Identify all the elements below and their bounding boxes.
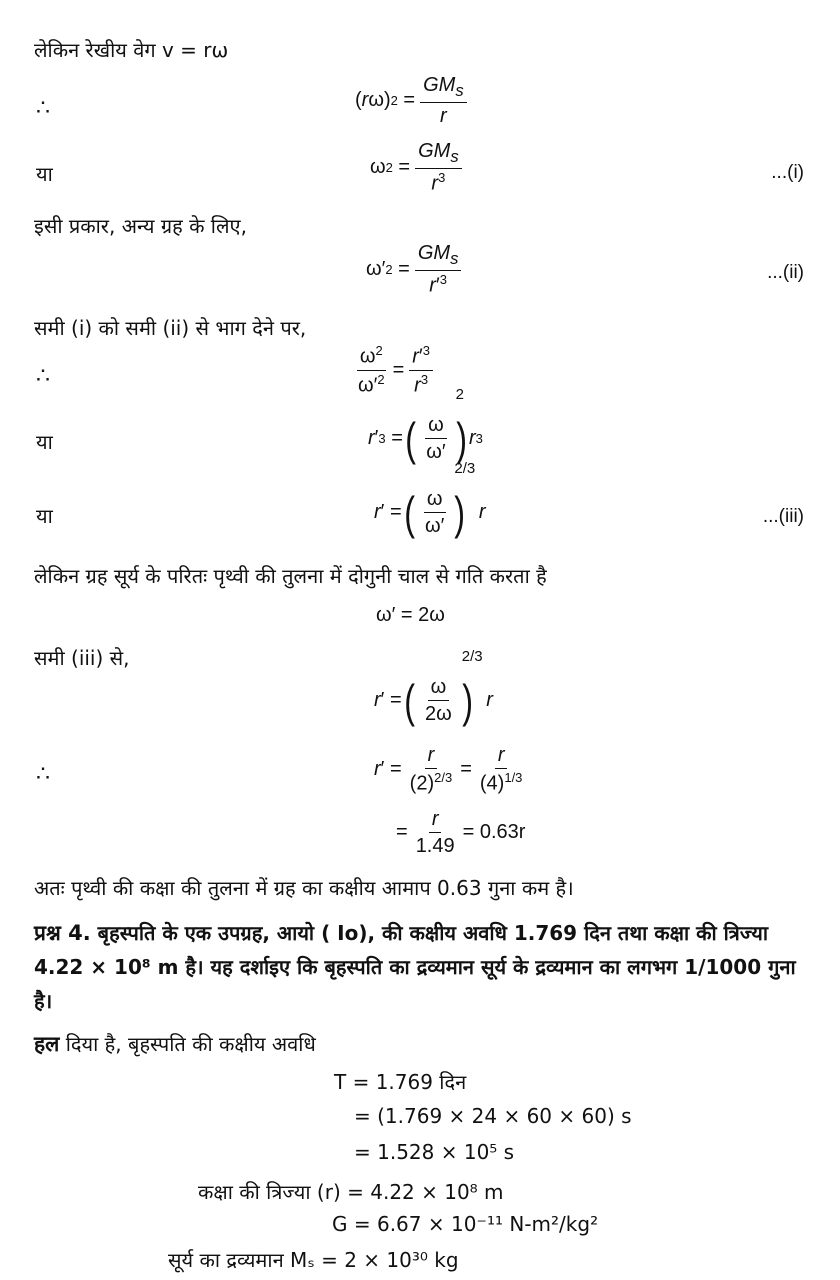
equation-substituted: r ′ = ( $\frac{\omega}{2\omega}$ ) 2/3 r [374,647,493,727]
line-conclusion: अतः पृथ्वी की कक्षा की तुलना में ग्रह का कक्षीय आमाप 0.63 गुना कम है। [34,876,574,900]
therefore-symbol: ∴ [36,364,50,389]
equation-i: ω 2 = $\frac{GM_s}{r^3}$ [370,140,467,195]
equation-ratio: $\frac{\omega^2}{\omega'^2}$ = $\frac{r'^3}{r^3}$ [350,344,438,396]
question-label: प्रश्न 4. [34,921,91,945]
ya-label: या [36,430,53,454]
equation-ii: ω′ 2 = $\frac{GM_s}{r'^3}$ [366,242,466,297]
solution-label: हल [34,1032,60,1056]
orbit-radius: कक्षा की त्रिज्या (r) = 4.22 × 10⁸ m [198,1180,504,1204]
equation-number-ii: ...(ii) [767,262,804,283]
solution-intro-line [34,1030,316,1058]
therefore-symbol: ∴ [36,96,50,121]
equation-result: = $\frac{r}{1.49}$ = 0.63r [396,808,526,857]
solution-intro: दिया है, बृहस्पति की कक्षीय अवधि [65,1032,316,1056]
equation-two-omega: ω′ = 2ω [376,604,445,626]
equation-r-cubed: r ′ 3 = ( $\frac{\omega}{\omega'}$ ) 2 r 3 [368,385,483,465]
question-4 [34,916,814,1018]
line-divide: समी (i) को समी (ii) से भाग देने पर, [34,316,307,340]
line-from-iii: समी (iii) से, [34,646,130,670]
period-days: T = 1.769 दिन [334,1070,467,1094]
question-text: बृहस्पति के एक उपग्रह, आयो ( Io), की कक्षीय अवधि 1.769 दिन तथा कक्षा की त्रिज्या 4.22 × 10⁸ m है। यह दर्शाइए कि बृहस्पति का द्रव्यमान सूर्य के द्रव्यमान का लगभग 1/1000 गुना है। [34,921,796,1013]
result-value: = 0.63r [462,821,526,843]
equation-number-i: ...(i) [771,162,804,183]
equation-iii: r ′ = ( $\frac{\omega}{\omega'}$ ) 2/3 r [374,459,486,539]
period-seconds: = 1.528 × 10⁵ s [354,1140,515,1164]
ya-label: या [36,162,53,186]
sun-mass: सूर्य का द्रव्यमान Mₛ = 2 × 10³⁰ kg [168,1248,459,1272]
period-conversion: = (1.769 × 24 × 60 × 60) s [354,1104,632,1128]
line-linear-velocity: लेकिन रेखीय वेग v = rω [34,38,229,62]
ya-label: या [36,504,53,528]
equation-simplify: r ′ = $\frac{r}{(2)^{2/3}}$ = $\frac{r}{(4)^{1/3}}$ [374,744,523,795]
equation-rw-squared: ( r ω) 2 = $\frac{GM_s}{r}$ [355,74,472,127]
therefore-symbol: ∴ [36,762,50,787]
gravitational-constant: G = 6.67 × 10⁻¹¹ N-m²/kg² [332,1212,599,1236]
line-double-speed: लेकिन ग्रह सूर्य के परितः पृथ्वी की तुलना में दोगुनी चाल से गति करता है [34,564,547,588]
equation-number-iii: ...(iii) [762,506,804,527]
line-other-planet: इसी प्रकार, अन्य ग्रह के लिए, [34,214,247,238]
